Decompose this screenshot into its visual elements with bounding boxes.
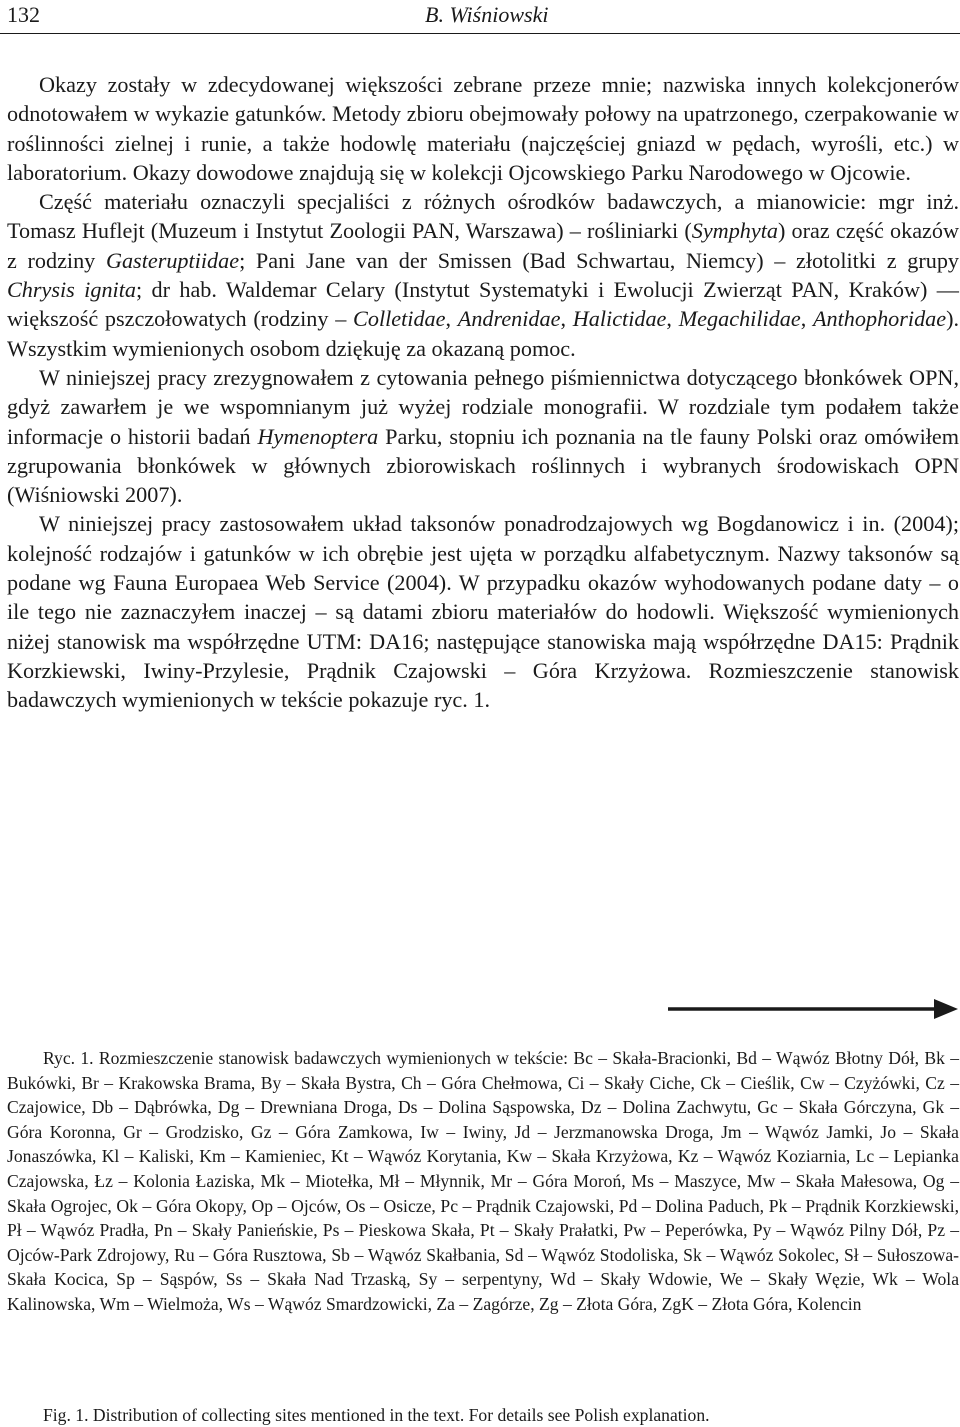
taxon-name: Hymenoptera [257,423,379,449]
main-text [7,70,959,715]
taxon-name: Colletidae [353,306,446,332]
text-run: , [800,306,813,332]
text-run: Część materiału oznaczyli specjaliści z różnych ośrodków badawczych, a mianowicie: mgr inż. Tomasz Huflejt (Muzeum i Instytut Zoologii PAN, Warszawa) – rośliniarki ( [7,189,959,244]
text-run: Parku, stopniu ich poznania na tle fauny Polski oraz omówiłem zgrupowania błonkówek w głównych zbiorowiskach roślinnych i wybranych środowiskach OPN (Wiśniowski 2007). [7,423,959,508]
taxon-name: Megachilidae [678,306,801,332]
page-header [0,0,960,34]
taxon-name: Anthophoridae [812,306,947,332]
paragraph-literature [7,363,959,509]
figure-caption [7,1046,959,1317]
text-run: , [445,306,458,332]
taxon-name: Symphyta [691,218,778,244]
text-run: Okazy zostały w zdecydowanej większości zebrane przeze mnie; nazwiska innych kolekcjonerów odnotowałem w wykazie gatunków. Metody zbioru obejmowały połowy na upatrzonego, czerpakowanie w roślinności zielnej i runie, a także hodowlę materiału (najczęściej gniazd w pędach, wyrośli, etc.) w laboratorium. Okazy dowodowe znajdują się w kolekcji Ojcowskiego Parku Narodowego w Ojcowie. [7,72,959,185]
taxon-name: Halictidae [572,306,667,332]
taxon-name: Chrysis ignita [7,277,136,303]
running-head-author: B. Wiśniowski [425,2,549,27]
text-run: W niniejszej pracy zastosowałem układ taksonów ponadrodzajowych wg Bogdanowicz i in. (2004); kolejność rodzajów i gatunków w ich obrębie jest ujęta w porządku alfabetycznym. Nazwy taksonów są podane wg Fauna Europaea Web Service (2004). W przypadku okazów wyhodowanych podane daty – o ile tego nie zaznaczyłem inaczej – są datami zbioru materiałów do hodowli. Większość wymienionych niżej stanowisk ma współrzędne UTM: DA16; następujące stanowiska mają współrzędne DA15: Prądnik Korzkiewski, Iwiny-Przylesie, Prądnik Czajowski – Góra Krzyżowa. Rozmieszczenie stanowisk badawczych wymienionych w tekście pokazuje ryc. 1. [7,511,959,713]
figure-caption-polish: Ryc. 1. Rozmieszczenie stanowisk badawczych wymienionych w tekście: Bc – Skała-Bracionki, Bd – Wąwóz Błotny Dół, Bk – Bukówki, Br – Krakowska Brama, By – Skała Bystra, Ch – Góra Chełmowa, Ci – Skały Ciche, Ck – Cieślik, Cw – Czyżówki, Cz – Czajowice, Db – Dąbrówka, Dg – Drewniana Droga, Ds – Dolina Sąspowska, Dz – Dolina Zachwytu, Gc – Skała Górczyna, Gk – Góra Koronna, Gr – Grodzisko, Gz – Góra Zamkowa, Iw – Iwiny, Jd – Jerzmanowska Droga, Jm – Wąwóz Jamki, Jo – Skała Jonaszówka, Kl – Kaliski, Km – Kamieniec, Kt – Wąwóz Korytania, Kw – Skała Krzyżowa, Kz – Wąwóz Koziarnia, Lc – Lepianka Czajowska, Łz – Kolonia Łaziska, Mk – Miotełka, Mł – Młynnik, Mr – Góra Moroń, Ms – Maszyce, Mw – Skała Małesowa, Og – Skała Ogrojec, Ok – Góra Okopy, Op – Ojców, Os – Osicze, Pc – Prądnik Czajowski, Pd – Dolina Paduch, Pk – Prądnik Korzkiewski, Pł – Wąwóz Pradła, Pn – Skały Panieńskie, Ps – Pieskowa Skała, Pt – Skały Prałatki, Pw – Peperówka, Py – Wąwóz Pilny Dół, Pz – Ojców-Park Zdrojowy, Ru – Góra Rusztowa, Sb – Wąwóz Skałbania, Sd – Wąwóz Stodoliska, Sk – Wąwóz Sokolec, Sł – Sułoszowa-Skała Kocica, Sp – Sąspów, Ss – Skała Nad Trzaską, Sy – serpentyny, Wd – Skały Wdowie, We – Skały Węzie, Wk – Wola Kalinowska, Wm – Wielmoża, Ws – Wąwóz Smardzowicki, Za – Zagórze, Zg – Złota Góra, ZgK – Złota Góra, Kolencin [7,1048,959,1314]
text-run: ; dr hab. Waldemar Celary (Instytut Systematyki i Ewolucji Zwierząt PAN, Kraków) — większość pszczołowatych (rodziny – [7,277,959,332]
paragraph-methods [7,70,959,187]
header-rule [0,33,960,34]
page-number: 132 [7,2,40,27]
taxon-name: Gasteruptiidae [105,247,240,273]
figure-caption-english: Fig. 1. Distribution of collecting sites mentioned in the text. For details see Polish explanation. [43,1405,710,1425]
text-run: ; Pani Jane van der Smissen (Bad Schwartau, Niemcy) – złotolitki z grupy [239,247,960,273]
text-run: W niniejszej pracy zrezygnowałem z cytowania pełnego piśmiennictwa dotyczącego błonkówek OPN, gdyż zawarłem je we wspomnianym już wyżej rodziale monografii. W rozdziale tym podałem także informacje o historii badań [7,364,959,449]
text-run: ). Wszystkim wymienionych osobom dziękuję za okazaną pomoc. [7,306,960,361]
text-run: ) oraz część okazów z rodziny [7,218,960,273]
text-run: , [666,306,679,332]
paragraph-identification [7,187,959,363]
right-arrow-icon [668,997,958,1021]
text-run: , [560,306,573,332]
taxon-name: Andrenidae [457,306,561,332]
paragraph-taxonomy [7,509,959,714]
